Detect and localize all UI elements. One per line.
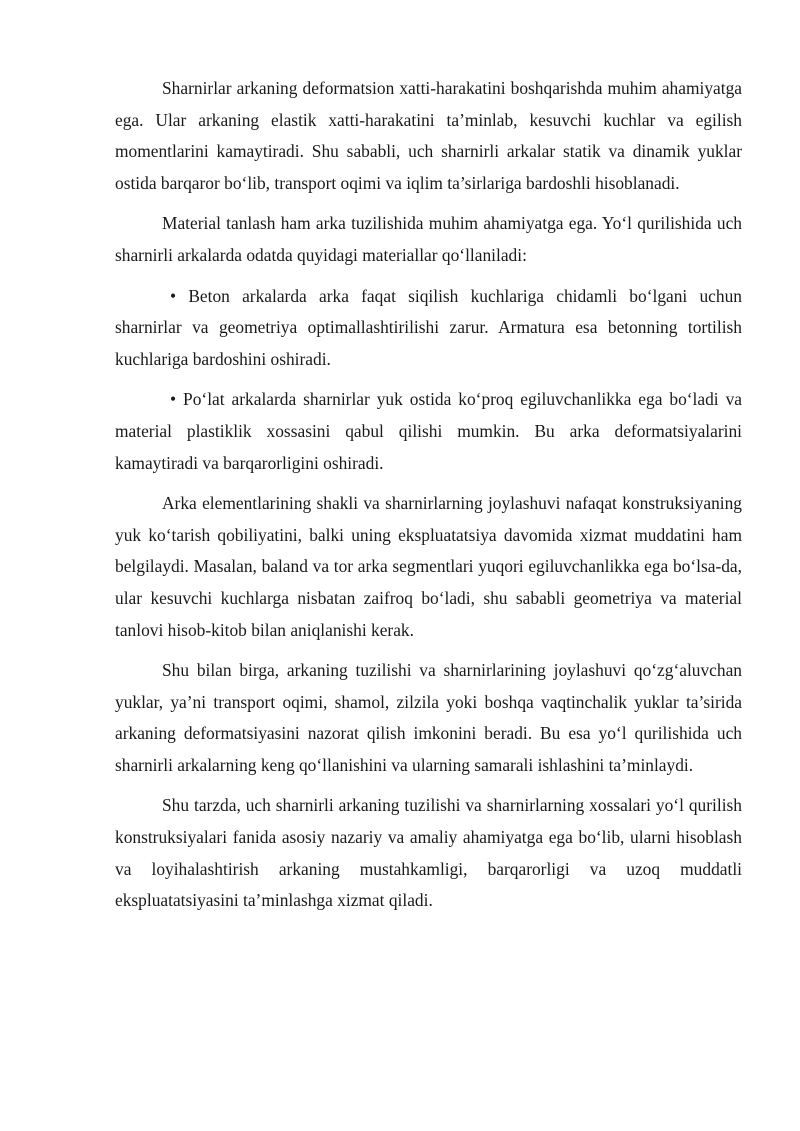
bullet-concrete-arches: • Beton arkalarda arka faqat siqilish kuchlariga chidamli boʻlgani uchun sharnirlar va geometriya optimallashtirilishi zarur. Armatura esa betonning tortilish kuchlariga bardoshini oshiradi.	[115, 285, 742, 369]
paragraph-moving-loads: Shu bilan birga, arkaning tuzilishi va sharnirlarining joylashuvi qoʻzgʻaluvchan yuklar, ya’ni transport oqimi, shamol, zilzila yoki boshqa vaqtinchalik yuklar ta’sirida arkaning deformatsiyasini nazorat qilish imkonini beradi. Bu esa yoʻl qurilishida uch sharnirli arkalarning keng qoʻllanishini va ularning samarali ishlashini ta’minlaydi.	[115, 660, 742, 775]
bullet-steel-arches: • Poʻlat arkalarda sharnirlar yuk ostida koʻproq egiluvchanlikka ega boʻladi va material plastiklik xossasini qabul qilishi mumkin. Bu arka deformatsiyalarini kamaytiradi va barqarorligini oshiradi.	[115, 389, 742, 473]
paragraph-material-selection: Material tanlash ham arka tuzilishida muhim ahamiyatga ega. Yoʻl qurilishida uch sharnirli arkalarda odatda quyidagi materiallar qoʻllaniladi:	[115, 213, 742, 265]
paragraph-hinges-role: Sharnirlar arkaning deformatsion xatti-harakatini boshqarishda muhim ahamiyatga ega. Ular arkaning elastik xatti-harakatini ta’minlab, kesuvchi kuchlar va egilish momentlarini kamaytiradi. Shu sababli, uch sharnirli arkalar statik va dinamik yuklar ostida barqaror boʻlib, transport oqimi va iqlim ta’sirlariga bardoshli hisoblanadi.	[115, 78, 742, 193]
paragraph-arch-shape: Arka elementlarining shakli va sharnirlarning joylashuvi nafaqat konstruksiyaning yuk koʻtarish qobiliyatini, balki uning ekspluatatsiya davomida xizmat muddatini ham belgilaydi. Masalan, baland va tor arka segmentlari yuqori egiluvchanlikka ega boʻlsa-da, ular kesuvchi kuchlarga nisbatan zaifroq boʻladi, shu sababli geometriya va material tanlovi hisob-kitob bilan aniqlanishi kerak.	[115, 493, 742, 640]
paragraph-conclusion: Shu tarzda, uch sharnirli arkaning tuzilishi va sharnirlarning xossalari yoʻl qurilish konstruksiyalari fanida asosiy nazariy va amaliy ahamiyatga ega boʻlib, ularni hisoblash va loyihalashtirish arkaning mustahkamligi, barqarorligi va uzoq muddatli ekspluatatsiyasini ta’minlashga xizmat qiladi.	[115, 795, 742, 911]
document-body	[115, 73, 742, 926]
